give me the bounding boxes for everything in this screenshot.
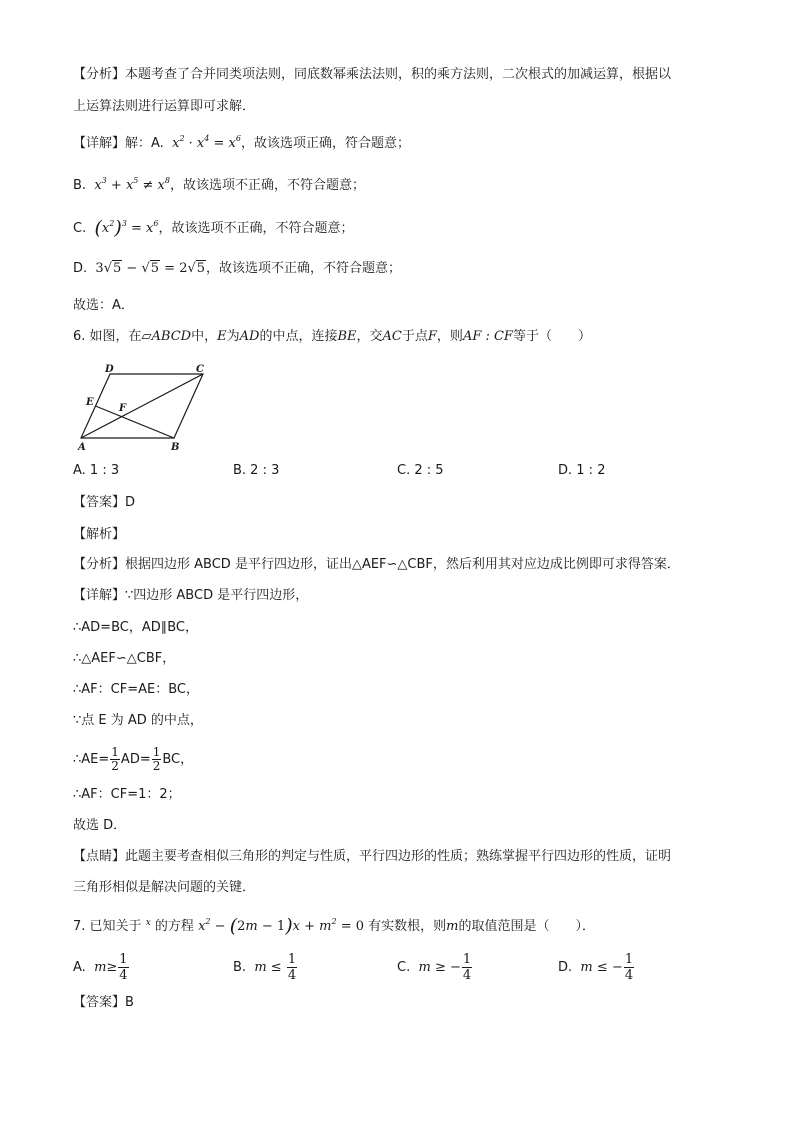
detail-tag: 【详解】 <box>73 136 126 151</box>
q5-analysis-line1 <box>73 66 671 84</box>
segment-be <box>96 406 175 438</box>
q6-detail-step6: ∴AE= $\frac{1}{2}$ AD= $\frac{1}{2}$ BC， <box>73 745 194 773</box>
q5-detail-d: D. 3√5 − √5 = 2√5，故该选项不正确，不符合题意； <box>73 261 402 276</box>
q6-option-c: C. 2 : 5 <box>397 463 444 478</box>
q6-detail-step7: ∴AF：CF=1：2； <box>73 787 181 802</box>
label-f: F <box>119 403 127 414</box>
q7-answer: 【答案】B <box>73 995 134 1010</box>
formula-b: $x^3 + x^5 \ne x^8$ <box>90 176 170 193</box>
formula-c: $(x^2)^3 = x^6$ <box>94 217 159 239</box>
q6-choose: 故选 D． <box>73 818 127 833</box>
label-d: D <box>105 364 114 375</box>
label-e: E <box>86 397 94 408</box>
q6-jiexi: 【解析】 <box>73 527 126 542</box>
analysis-text: 本题考查了合并同类项法则，同底数幂乘法法则，积的乘方法则，二次根式的加减运算，根据以 <box>125 67 672 82</box>
fraction-half: $\frac{1}{2}$ <box>152 745 161 773</box>
q6-detail-step3: ∴△AEF∽△CBF， <box>73 651 176 666</box>
label-b: B <box>171 442 180 453</box>
q6-option-a: A. 1 : 3 <box>73 463 120 478</box>
q6-detail-step1: 【详解】∵四边形 ABCD 是平行四边形， <box>73 588 309 603</box>
segment-ac <box>81 374 203 438</box>
q6-detail-step5: ∵点 E 为 AD 的中点， <box>73 713 203 728</box>
q7-option-c: C. m ≥ − $\frac{1}{4}$ <box>397 952 472 983</box>
q6-dianjing-line2: 三角形相似是解决问题的关键． <box>73 880 256 895</box>
q7-stem: 7. 已知关于 $^x$ 的方程 $x^2 - (2m - 1)x + m^2 = 0$ 有实数根，则m的取值范围是（ ）． <box>73 915 596 937</box>
q6-detail-step2: ∴AD=BC，AD∥BC， <box>73 620 199 635</box>
q6-option-b: B. 2 : 3 <box>233 463 280 478</box>
q5-detail-a: 【详解】解：A. $x^2 \cdot x^4 = x^6$，故该选项正确，符合题意； <box>73 134 410 151</box>
q5-choose: 故选：A． <box>73 298 134 313</box>
q6-dianjing-line1: 【点睛】此题主要考查相似三角形的判定与性质，平行四边形的性质；熟练掌握平行四边形的性质，证明 <box>73 849 672 864</box>
formula-d: 3√5 − √5 = 2√5 <box>91 261 206 276</box>
formula-a: $x^2 \cdot x^4 = x^6$ <box>167 134 241 151</box>
q5-detail-b: B. $x^3 + x^5 \ne x^8$，故该选项不正确，不符合题意； <box>73 176 365 193</box>
q6-detail-step4: ∴AF：CF=AE：BC， <box>73 682 199 697</box>
q5-analysis-line2: 上运算法则进行运算即可求解． <box>73 99 256 114</box>
q7-option-b: B. m ≤ $\frac{1}{4}$ <box>233 952 297 983</box>
fraction-half: $\frac{1}{2}$ <box>111 745 119 773</box>
label-c: C <box>196 364 204 375</box>
q5-detail-c: C. $(x^2)^3 = x^6$，故该选项不正确，不符合题意； <box>73 217 354 239</box>
q7-option-a: A. m≥ $\frac{1}{4}$ <box>73 952 128 983</box>
label-a: A <box>78 442 86 453</box>
parallelogram-figure <box>70 358 220 454</box>
q7-option-d: D. m ≤ − $\frac{1}{4}$ <box>558 952 634 983</box>
q7-equation: $x^2 - (2m - 1)x + m^2 = 0$ <box>198 915 365 937</box>
q6-stem: 6. 如图，在▱ABCD中，E为AD的中点，连接BE，交AC于点F，则AF : CF等于（ ） <box>73 329 591 344</box>
q6-answer: 【答案】D <box>73 495 136 510</box>
analysis-tag: 【分析】 <box>73 67 126 82</box>
q6-option-d: D. 1 : 2 <box>558 463 606 478</box>
q6-analysis: 【分析】根据四边形 ABCD 是平行四边形，证出△AEF∽△CBF，然后利用其对应边成比例即可求得答案． <box>73 557 680 572</box>
